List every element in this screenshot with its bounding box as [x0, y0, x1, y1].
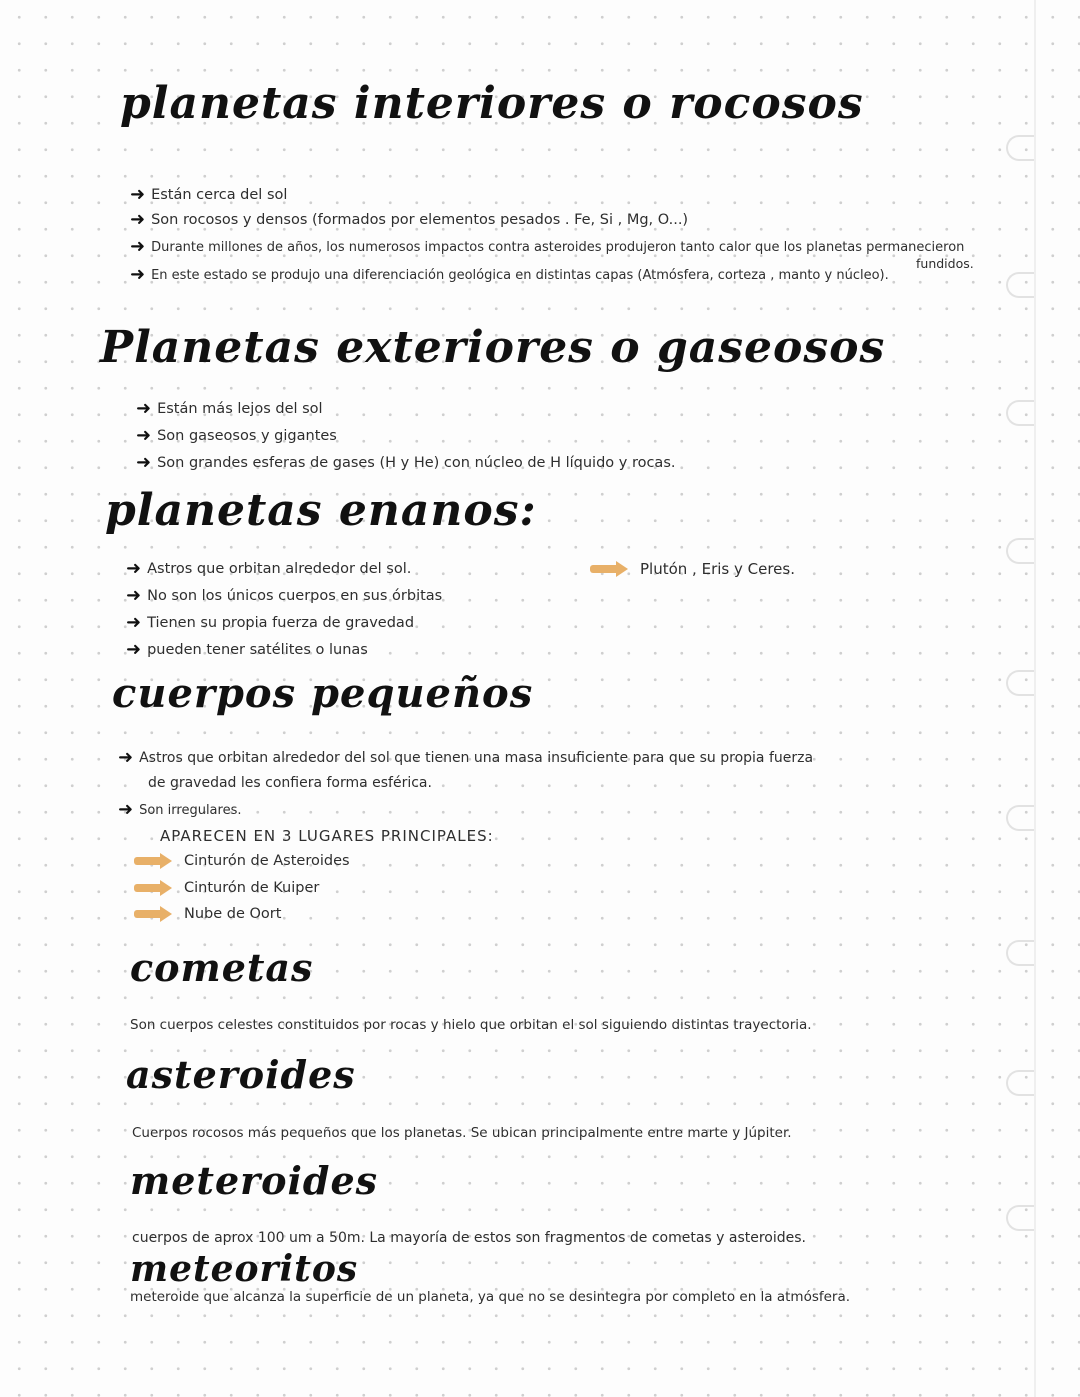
heading-asteroides: asteroides [126, 1052, 356, 1097]
continuation-text: de gravedad les confiera forma esférica. [148, 775, 432, 791]
list-item: ➜ Son grandes esferas de gases (H y He) con núcleo de H líquido y rocas. [136, 452, 676, 473]
heading-exteriores: Planetas exteriores o gaseosos [100, 322, 886, 373]
arrow-right-icon: ➜ [126, 585, 142, 606]
binder-ring [1006, 135, 1034, 161]
binder-ring [1006, 940, 1034, 966]
continuation-text: fundidos. [916, 256, 974, 271]
binder-ring [1006, 805, 1034, 831]
heading-cuerpos: cuerpos pequeños [112, 670, 534, 717]
heading-interiores: planetas interiores o rocosos [120, 78, 864, 129]
list-item: ➜ Son irregulares. [118, 799, 242, 820]
arrow-right-icon: ➜ [126, 558, 142, 579]
heading-meteroides: meteroides [130, 1158, 379, 1203]
list-item: ➜ Son rocosos y densos (formados por elementos pesados . Fe, Si , Mg, O...) [130, 209, 689, 230]
arrow-right-icon: ➜ [136, 452, 152, 473]
list-item: ➜ En este estado se produjo una diferenciación geológica en distintas capas (Atmósfera, corteza , manto y núcleo). [130, 264, 889, 285]
highlight-arrow-icon [590, 562, 630, 576]
highlight-arrow-icon [134, 907, 174, 921]
list-item: ➜ Astros que orbitan alrededor del sol. [126, 558, 412, 579]
arrow-right-icon: ➜ [136, 425, 152, 446]
binder-ring [1006, 400, 1034, 426]
heading-cometas: cometas [130, 945, 314, 990]
highlight-arrow-icon [134, 881, 174, 895]
list-item: ➜ Durante millones de años, los numerosos impactos contra asteroides produjeron tanto calor que los planetas permanecieron [130, 236, 965, 257]
list-item: ➜ Están cerca del sol [130, 184, 288, 205]
paragraph: meteroide que alcanza la superficie de un planeta, ya que no se desintegra por completo en la atmósfera. [130, 1289, 851, 1305]
binder-ring [1006, 1205, 1034, 1231]
subtitle: APARECEN EN 3 LUGARES PRINCIPALES: [160, 827, 494, 845]
binder-ring [1006, 538, 1034, 564]
list-item: Nube de Oort [134, 906, 281, 922]
page-edge [1034, 0, 1036, 1397]
arrow-right-icon: ➜ [136, 398, 152, 419]
binder-ring [1006, 670, 1034, 696]
binder-ring [1006, 1070, 1034, 1096]
list-item: ➜ pueden tener satélites o lunas [126, 639, 368, 660]
arrow-right-icon: ➜ [126, 639, 142, 660]
paragraph: cuerpos de aprox 100 um a 50m. La mayoría de estos son fragmentos de cometas y asteroides. [132, 1230, 807, 1246]
arrow-right-icon: ➜ [130, 209, 146, 230]
arrow-right-icon: ➜ [130, 264, 146, 285]
list-item: ➜ Tienen su propia fuerza de gravedad [126, 612, 415, 633]
binder-ring [1006, 272, 1034, 298]
arrow-right-icon: ➜ [118, 747, 134, 768]
highlight-arrow-icon [134, 854, 174, 868]
paragraph: Cuerpos rocosos más pequeños que los planetas. Se ubican principalmente entre marte y Júpiter. [132, 1125, 792, 1141]
examples: Plutón , Eris y Ceres. [590, 560, 795, 578]
list-item: ➜ Son gaseosos y gigantes [136, 425, 337, 446]
list-item: ➜ No son los únicos cuerpos en sus órbitas [126, 585, 443, 606]
paragraph: Son cuerpos celestes constituidos por rocas y hielo que orbitan el sol siguiendo distintas trayectoria. [130, 1017, 812, 1033]
arrow-right-icon: ➜ [130, 184, 146, 205]
arrow-right-icon: ➜ [118, 799, 134, 820]
heading-enanos: planetas enanos: [105, 485, 537, 536]
arrow-right-icon: ➜ [126, 612, 142, 633]
list-item: Cinturón de Kuiper [134, 880, 319, 896]
list-item: ➜ Están más lejos del sol [136, 398, 323, 419]
heading-meteoritos: meteoritos [130, 1248, 359, 1290]
arrow-right-icon: ➜ [130, 236, 146, 257]
list-item: ➜ Astros que orbitan alrededor del sol que tienen una masa insuficiente para que su propia fuerza [118, 747, 814, 768]
list-item: Cinturón de Asteroides [134, 853, 350, 869]
